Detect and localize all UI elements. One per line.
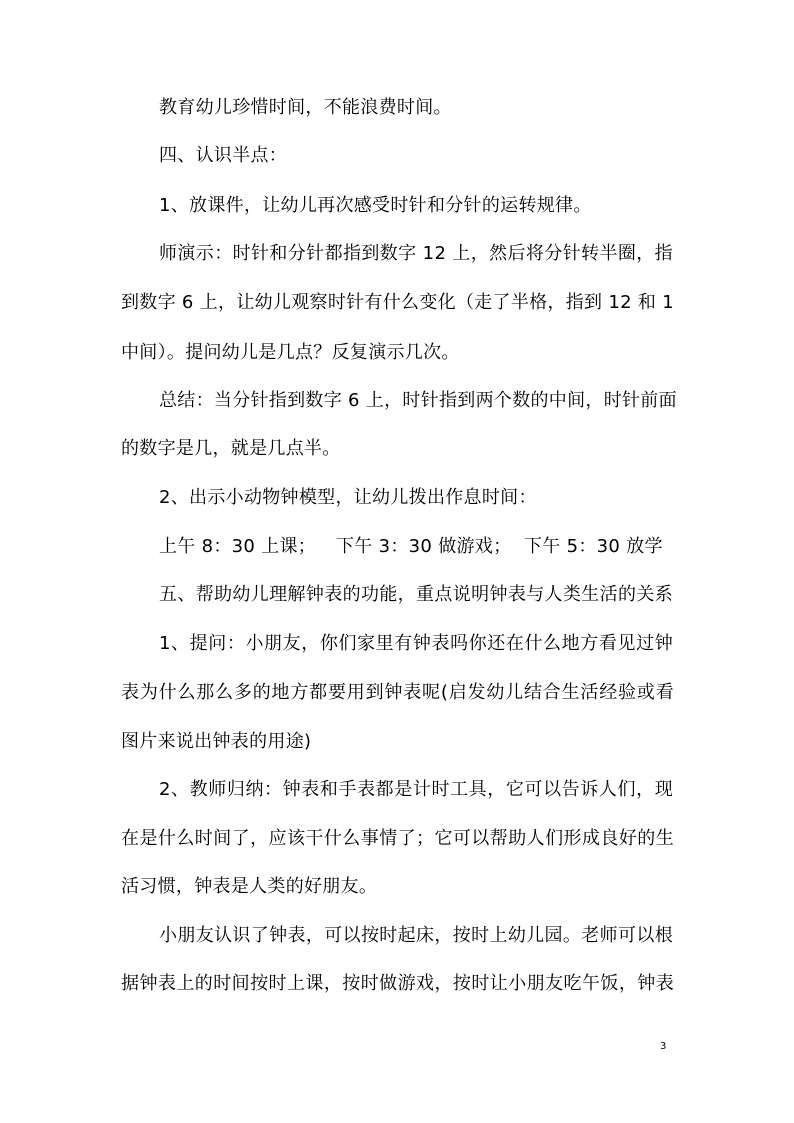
schedule-entry: 下午 5：30 放学 — [524, 536, 663, 557]
paragraph-line: 1、提问：小朋友，你们家里有钟表吗你还在什么地方看见过钟 — [159, 633, 673, 654]
page-number: 3 — [660, 1041, 667, 1052]
paragraph-line: 2、教师归纳：钟表和手表都是计时工具，它可以告诉人们，现 — [159, 779, 673, 800]
paragraph-line: 中间）。提问幼儿是几点？反复演示几次。 — [121, 342, 460, 363]
paragraph-line: 总结：当分针指到数字 6 上，时针指到两个数的中间，时针前面 — [159, 390, 677, 411]
paragraph-line: 师演示：时针和分针都指到数字 12 上，然后将分针转半圈，指 — [159, 243, 673, 264]
paragraph-line: 教育幼儿珍惜时间，不能浪费时间。 — [159, 97, 452, 118]
paragraph-line: 小朋友认识了钟表，可以按时起床，按时上幼儿园。老师可以根 — [159, 925, 673, 946]
list-item-line: 2、出示小动物钟模型，让幼儿拨出作息时间： — [159, 487, 537, 508]
schedule-entry: 下午 3：30 做游戏； — [336, 536, 512, 557]
paragraph-line: 在是什么时间了，应该干什么事情了；它可以帮助人们形成良好的生 — [121, 828, 674, 849]
paragraph-line: 到数字 6 上，让幼儿观察时针有什么变化（走了半格，指到 12 和 1 — [121, 292, 674, 313]
paragraph-line: 的数字是几，就是几点半。 — [121, 438, 341, 459]
paragraph-line: 表为什么那么多的地方都要用到钟表呢(启发幼儿结合生活经验或看 — [121, 682, 674, 703]
paragraph-line: 图片来说出钟表的用途) — [121, 731, 312, 752]
schedule-entry: 上午 8：30 上课； — [159, 536, 317, 557]
paragraph-line: 据钟表上的时间按时上课，按时做游戏，按时让小朋友吃午饭，钟表 — [121, 973, 674, 994]
paragraph-line: 活习惯，钟表是人类的好朋友。 — [121, 876, 378, 897]
list-item-line: 1、放课件，让幼儿再次感受时针和分针的运转规律。 — [159, 195, 592, 216]
section-heading: 五、帮助幼儿理解钟表的功能，重点说明钟表与人类生活的关系 — [159, 584, 673, 605]
section-heading: 四、认识半点： — [159, 145, 288, 166]
